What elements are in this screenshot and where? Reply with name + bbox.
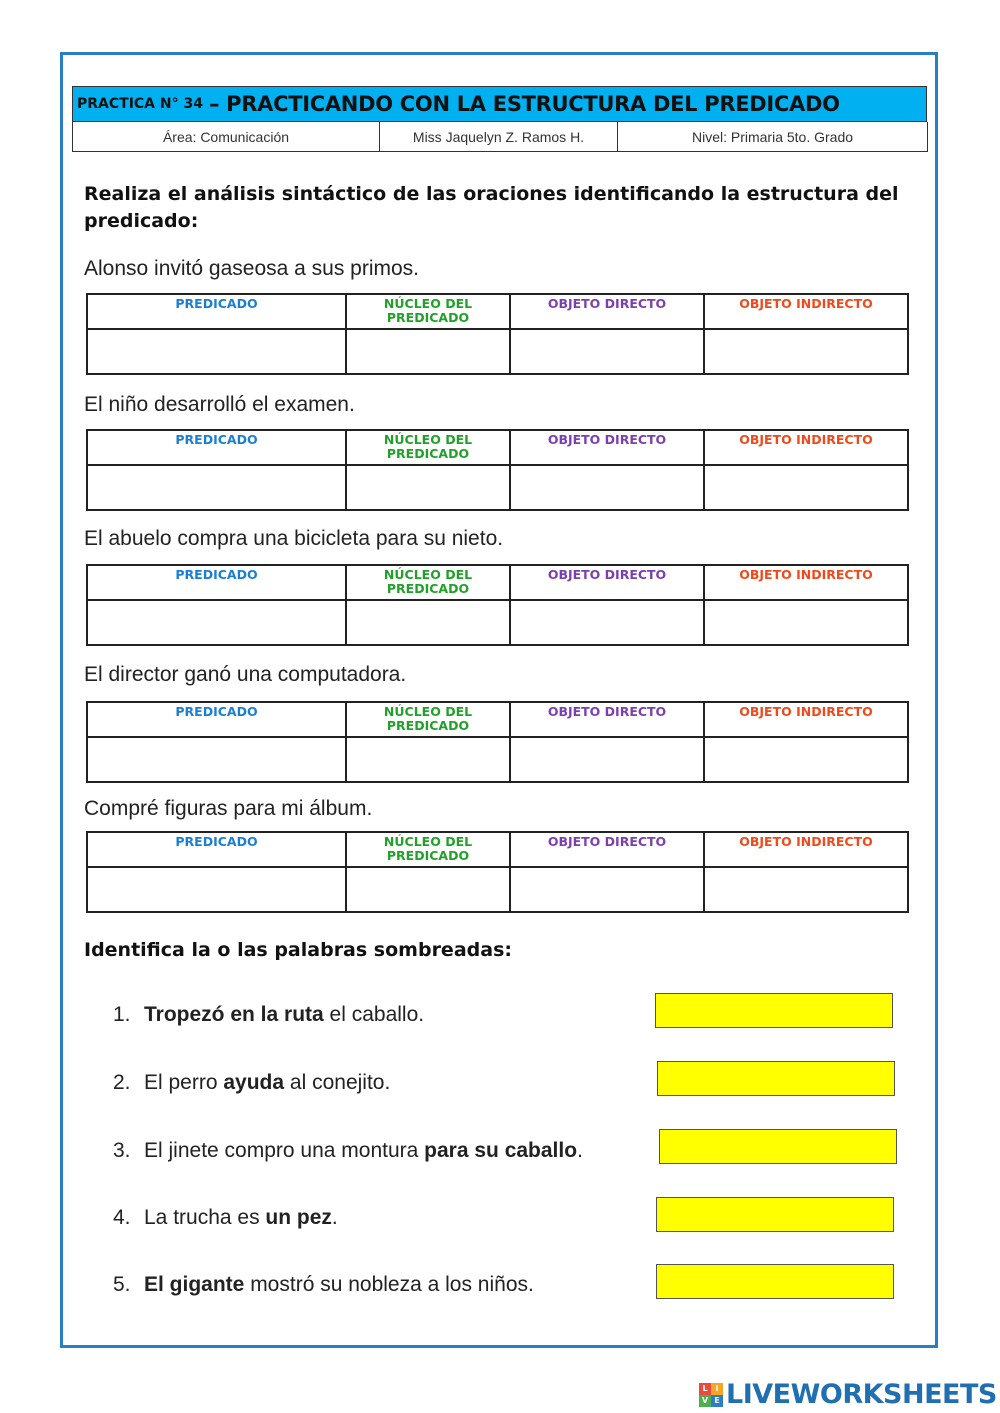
header-objeto-directo: OBJETO DIRECTO	[511, 431, 705, 464]
list-item-3: 3. El jinete compro una montura para su caballo.	[113, 1139, 583, 1162]
header-objeto-indirecto: OBJETO INDIRECTO	[739, 704, 873, 719]
answer-objeto-indirecto-2[interactable]	[705, 466, 907, 509]
liveworksheets-logo	[699, 1379, 997, 1410]
logo-mark-icon: L I V E	[699, 1383, 723, 1407]
analysis-instruction: Realiza el análisis sintáctico de las oraciones identificando la estructura del predicado:	[84, 183, 899, 232]
header-nucleo: NÚCLEO DEL PREDICADO	[347, 833, 511, 866]
table-answer-row	[88, 868, 907, 911]
list-item-5: 5. El gigante mostró su nobleza a los niños.	[113, 1273, 534, 1296]
list-item-1: 1. Tropezó en la ruta el caballo.	[113, 1003, 425, 1026]
header-objeto-indirecto: OBJETO INDIRECTO	[739, 296, 873, 311]
worksheet-title-bar	[72, 86, 927, 122]
table-header-row	[88, 703, 907, 738]
worksheet-title: – PRACTICANDO CON LA ESTRUCTURA DEL PREDICADO	[208, 92, 840, 116]
answer-predicado-2[interactable]	[88, 466, 347, 509]
header-objeto-indirecto: OBJETO INDIRECTO	[739, 567, 873, 582]
answer-nucleo-1[interactable]	[347, 330, 511, 373]
answer-predicado-3[interactable]	[88, 601, 347, 644]
analysis-table-4	[86, 701, 909, 783]
answer-predicado-1[interactable]	[88, 330, 347, 373]
answer-field-2[interactable]	[657, 1061, 895, 1096]
logo-text: LIVEWORKSHEETS	[726, 1379, 997, 1410]
answer-nucleo-5[interactable]	[347, 868, 511, 911]
practice-number: PRACTICA N° 34	[77, 96, 203, 112]
analysis-table-2	[86, 429, 909, 511]
table-header-row	[88, 566, 907, 601]
header-predicado: PREDICADO	[88, 833, 347, 866]
table-answer-row	[88, 601, 907, 644]
answer-objeto-directo-1[interactable]	[511, 330, 705, 373]
identify-instruction: Identifica la o las palabras sombreadas:	[84, 939, 512, 961]
sentence-2: El niño desarrolló el examen.	[84, 393, 355, 416]
worksheet-info-row	[72, 122, 928, 152]
header-predicado: PREDICADO	[88, 703, 347, 736]
header-predicado: PREDICADO	[88, 431, 347, 464]
level-label: Nivel: Primaria 5to. Grado	[691, 128, 854, 145]
answer-nucleo-4[interactable]	[347, 738, 511, 781]
header-objeto-directo: OBJETO DIRECTO	[511, 295, 705, 328]
header-nucleo: NÚCLEO DEL PREDICADO	[347, 703, 511, 736]
table-answer-row	[88, 466, 907, 509]
sentence-4: El director ganó una computadora.	[84, 663, 407, 686]
answer-predicado-5[interactable]	[88, 868, 347, 911]
header-nucleo: NÚCLEO DEL PREDICADO	[347, 431, 511, 464]
header-predicado: PREDICADO	[88, 566, 347, 599]
header-nucleo: NÚCLEO DEL PREDICADO	[347, 566, 511, 599]
table-header-row	[88, 833, 907, 868]
list-item-2: 2. El perro ayuda al conejito.	[113, 1071, 391, 1094]
header-nucleo: NÚCLEO DEL PREDICADO	[347, 295, 511, 328]
header-objeto-directo: OBJETO DIRECTO	[511, 566, 705, 599]
table-answer-row	[88, 738, 907, 781]
answer-objeto-indirecto-4[interactable]	[705, 738, 907, 781]
header-objeto-indirecto: OBJETO INDIRECTO	[739, 432, 873, 447]
header-objeto-indirecto: OBJETO INDIRECTO	[739, 834, 873, 849]
table-answer-row	[88, 330, 907, 373]
table-header-row	[88, 431, 907, 466]
teacher-label: Miss Jaquelyn Z. Ramos H.	[380, 122, 618, 151]
analysis-table-1	[86, 293, 909, 375]
answer-objeto-directo-2[interactable]	[511, 466, 705, 509]
list-item-4: 4. La trucha es un pez.	[113, 1206, 338, 1229]
area-label: Área: Comunicación	[73, 122, 380, 151]
answer-nucleo-2[interactable]	[347, 466, 511, 509]
header-objeto-directo: OBJETO DIRECTO	[511, 703, 705, 736]
answer-objeto-directo-5[interactable]	[511, 868, 705, 911]
answer-objeto-indirecto-1[interactable]	[705, 330, 907, 373]
table-header-row	[88, 295, 907, 330]
sentence-1: Alonso invitó gaseosa a sus primos.	[84, 257, 420, 280]
answer-objeto-indirecto-3[interactable]	[705, 601, 907, 644]
analysis-table-5	[86, 831, 909, 913]
sentence-3: El abuelo compra una bicicleta para su nieto.	[84, 527, 504, 550]
answer-field-3[interactable]	[659, 1129, 897, 1164]
header-objeto-directo: OBJETO DIRECTO	[511, 833, 705, 866]
analysis-table-3	[86, 564, 909, 646]
answer-nucleo-3[interactable]	[347, 601, 511, 644]
answer-field-5[interactable]	[656, 1264, 894, 1299]
header-predicado: PREDICADO	[88, 295, 347, 328]
sentence-5: Compré figuras para mi álbum.	[84, 797, 373, 820]
answer-field-1[interactable]	[655, 993, 893, 1028]
answer-objeto-indirecto-5[interactable]	[705, 868, 907, 911]
answer-objeto-directo-3[interactable]	[511, 601, 705, 644]
answer-objeto-directo-4[interactable]	[511, 738, 705, 781]
answer-predicado-4[interactable]	[88, 738, 347, 781]
answer-field-4[interactable]	[656, 1197, 894, 1232]
